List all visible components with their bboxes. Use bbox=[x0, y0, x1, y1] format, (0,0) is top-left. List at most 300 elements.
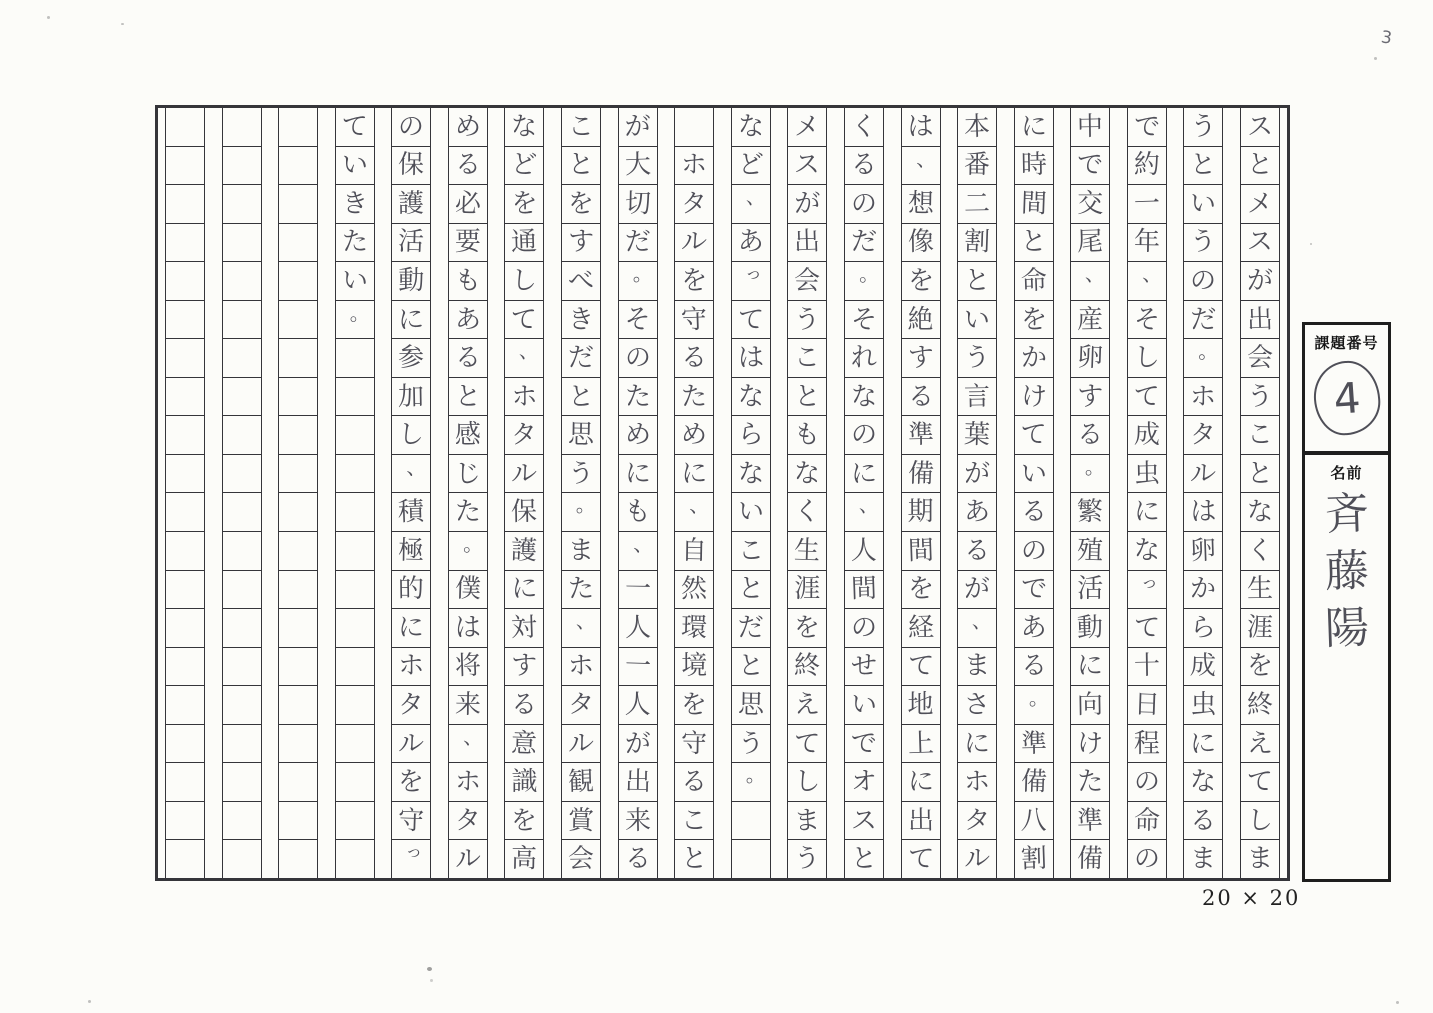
grid-cell bbox=[1241, 185, 1279, 224]
grid-cell bbox=[223, 493, 261, 532]
handwritten-character: は bbox=[1190, 497, 1217, 528]
grid-cell bbox=[279, 840, 317, 878]
grid-cell bbox=[336, 455, 374, 494]
grid-cell bbox=[1184, 224, 1222, 263]
handwritten-character: を bbox=[511, 188, 538, 219]
handwritten-character: 切 bbox=[624, 188, 651, 220]
grid-cell bbox=[505, 725, 543, 764]
grid-cell bbox=[505, 339, 543, 378]
grid-cell bbox=[958, 648, 996, 687]
grid-column bbox=[844, 108, 884, 878]
genkou-grid bbox=[155, 105, 1290, 881]
grid-cell bbox=[1071, 185, 1109, 224]
handwritten-character: 十 bbox=[1133, 651, 1161, 682]
grid-cell bbox=[845, 301, 883, 340]
handwritten-character: 成 bbox=[1133, 419, 1161, 451]
handwritten-character: 殖 bbox=[1076, 535, 1104, 567]
grid-cell bbox=[392, 108, 430, 147]
handwritten-character: じ bbox=[454, 458, 482, 490]
handwritten-character: 涯 bbox=[794, 574, 821, 605]
grid-cell bbox=[1071, 224, 1109, 263]
handwritten-character: 、 bbox=[519, 338, 540, 364]
handwritten-character: た bbox=[341, 227, 368, 258]
handwritten-character: で bbox=[850, 728, 877, 759]
handwritten-character: ス bbox=[850, 805, 878, 836]
grid-cell bbox=[958, 763, 996, 802]
grid-cell bbox=[732, 416, 770, 455]
grid-cell bbox=[1015, 493, 1053, 532]
grid-cell bbox=[732, 108, 770, 147]
grid-cell bbox=[1184, 108, 1222, 147]
handwritten-character: 、 bbox=[971, 608, 993, 634]
handwritten-character: 。 bbox=[1197, 338, 1219, 364]
grid-cell bbox=[1015, 648, 1053, 687]
handwritten-character: し bbox=[1133, 343, 1160, 374]
handwritten-character: ル bbox=[680, 226, 708, 258]
grid-cell bbox=[902, 725, 940, 764]
handwritten-character: 賞 bbox=[567, 805, 595, 836]
grid-cell bbox=[1071, 301, 1109, 340]
handwritten-character: 交 bbox=[1077, 188, 1104, 219]
handwritten-character: 上 bbox=[906, 728, 935, 759]
handwritten-character: と bbox=[850, 843, 878, 875]
handwritten-character: ど bbox=[510, 149, 538, 181]
grid-cell bbox=[1184, 802, 1222, 841]
handwritten-character: と bbox=[567, 381, 595, 413]
grid-cell bbox=[1015, 725, 1053, 764]
grid-cell bbox=[788, 378, 826, 417]
grid-cell bbox=[279, 763, 317, 802]
handwritten-character: っ bbox=[1140, 572, 1159, 593]
handwritten-character: ル bbox=[454, 843, 482, 875]
grid-cell bbox=[1128, 493, 1166, 532]
grid-cell bbox=[223, 725, 261, 764]
handwritten-character: う bbox=[567, 458, 595, 489]
handwritten-character: て bbox=[1020, 420, 1047, 451]
grid-cell bbox=[449, 648, 487, 687]
grid-cell bbox=[562, 725, 600, 764]
grid-cell bbox=[675, 185, 713, 224]
handwritten-character: ル bbox=[964, 844, 991, 875]
grid-cell bbox=[336, 262, 374, 301]
handwritten-character: 意 bbox=[510, 728, 538, 759]
handwritten-character: し bbox=[511, 265, 538, 297]
handwritten-character: ま bbox=[1246, 844, 1273, 875]
handwritten-character: め bbox=[680, 419, 708, 451]
handwritten-character: 対 bbox=[510, 612, 538, 644]
handwritten-character: あ bbox=[963, 496, 991, 528]
handwritten-character: 識 bbox=[511, 767, 538, 798]
handwritten-character: の bbox=[1189, 265, 1217, 297]
label-box bbox=[1302, 322, 1391, 882]
grid-cell bbox=[279, 108, 317, 147]
grid-cell bbox=[166, 840, 204, 878]
grid-cell bbox=[1128, 725, 1166, 764]
grid-cell bbox=[1015, 686, 1053, 725]
grid-cell bbox=[562, 532, 600, 571]
grid-cell bbox=[1241, 339, 1279, 378]
grid-cell bbox=[392, 802, 430, 841]
grid-cell bbox=[845, 763, 883, 802]
grid-cell bbox=[166, 147, 204, 186]
handwritten-character: た bbox=[680, 381, 708, 412]
handwritten-character: が bbox=[624, 728, 652, 759]
grid-cell bbox=[1128, 532, 1166, 571]
handwritten-character: 尾 bbox=[1076, 226, 1104, 258]
grid-cell bbox=[336, 571, 374, 610]
grid-cell bbox=[1128, 147, 1166, 186]
handwritten-character: を bbox=[907, 574, 934, 605]
handwritten-character: ス bbox=[1246, 226, 1274, 258]
handwritten-character: に bbox=[397, 304, 425, 335]
grid-cell bbox=[845, 224, 883, 263]
grid-cell bbox=[675, 648, 713, 687]
grid-cell bbox=[1071, 108, 1109, 147]
handwritten-character: の bbox=[850, 188, 878, 220]
handwritten-character: 、 bbox=[915, 146, 936, 171]
grid-cell bbox=[958, 493, 996, 532]
grid-cell bbox=[958, 301, 996, 340]
handwritten-character: え bbox=[1246, 728, 1274, 759]
grid-cell bbox=[1184, 532, 1222, 571]
handwritten-character: 守 bbox=[680, 728, 708, 759]
handwritten-character: タ bbox=[397, 689, 425, 721]
grid-cell bbox=[1184, 147, 1222, 186]
assignment-number-circled bbox=[1311, 359, 1382, 437]
handwritten-character: ホ bbox=[567, 651, 595, 682]
handwritten-character: る bbox=[680, 766, 708, 798]
grid-cell bbox=[279, 571, 317, 610]
handwritten-character: で bbox=[1076, 149, 1104, 181]
grid-cell bbox=[788, 493, 826, 532]
grid-cell bbox=[1184, 455, 1222, 494]
grid-cell bbox=[1128, 301, 1166, 340]
grid-column bbox=[278, 108, 318, 878]
handwritten-character: 間 bbox=[906, 535, 935, 567]
handwritten-character: 葉 bbox=[963, 419, 991, 451]
handwritten-character: こ bbox=[737, 535, 765, 567]
handwritten-character: 備 bbox=[1076, 843, 1104, 875]
grid-cell bbox=[1184, 185, 1222, 224]
grid-cell bbox=[336, 802, 374, 841]
handwritten-character: 護 bbox=[398, 188, 425, 220]
handwritten-character: を bbox=[906, 265, 935, 297]
grid-cell bbox=[732, 532, 770, 571]
grid-cell bbox=[562, 802, 600, 841]
grid-column bbox=[1183, 108, 1223, 878]
grid-cell bbox=[392, 763, 430, 802]
handwritten-character: 動 bbox=[1076, 612, 1104, 644]
grid-cell bbox=[619, 262, 657, 301]
grid-cell bbox=[1184, 339, 1222, 378]
scan-speck bbox=[1396, 1001, 1399, 1004]
handwritten-character: 観 bbox=[567, 766, 595, 798]
handwritten-character: 必 bbox=[454, 188, 482, 220]
handwritten-character: メ bbox=[794, 111, 821, 142]
grid-cell bbox=[845, 108, 883, 147]
handwritten-character: と bbox=[454, 381, 482, 413]
handwritten-character: 終 bbox=[794, 651, 821, 682]
grid-cell bbox=[392, 725, 430, 764]
grid-cell bbox=[336, 725, 374, 764]
grid-cell bbox=[562, 147, 600, 186]
grid-cell bbox=[336, 648, 374, 687]
grid-cell bbox=[619, 802, 657, 841]
grid-cell bbox=[732, 493, 770, 532]
handwritten-character: る bbox=[454, 150, 482, 181]
grid-cell bbox=[1184, 416, 1222, 455]
grid-cell bbox=[1241, 147, 1279, 186]
grid-cell bbox=[1241, 609, 1279, 648]
grid-cell bbox=[675, 725, 713, 764]
grid-cell bbox=[166, 609, 204, 648]
handwritten-character: 僕 bbox=[454, 573, 482, 605]
handwritten-character: に bbox=[624, 458, 652, 490]
grid-cell bbox=[1128, 840, 1166, 878]
grid-cell bbox=[1184, 840, 1222, 878]
handwritten-character: 産 bbox=[1076, 304, 1104, 335]
grid-cell bbox=[449, 108, 487, 147]
grid-column bbox=[1070, 108, 1110, 878]
grid-cell bbox=[1184, 609, 1222, 648]
handwritten-character: 来 bbox=[624, 805, 651, 836]
handwritten-character: 番 bbox=[963, 150, 991, 181]
handwritten-character: ホ bbox=[963, 766, 991, 798]
grid-cell bbox=[675, 532, 713, 571]
grid-column bbox=[674, 108, 714, 878]
scan-speck bbox=[47, 16, 50, 19]
handwritten-character: 来 bbox=[454, 689, 482, 721]
handwritten-character: を bbox=[793, 612, 821, 644]
handwritten-character: し bbox=[794, 767, 821, 798]
handwritten-character: 積 bbox=[397, 496, 425, 528]
grid-cell bbox=[449, 378, 487, 417]
grid-cell bbox=[619, 493, 657, 532]
grid-cell bbox=[166, 493, 204, 532]
grid-cell bbox=[223, 108, 261, 147]
handwritten-character: い bbox=[1190, 188, 1217, 220]
grid-cell bbox=[392, 532, 430, 571]
grid-cell bbox=[279, 493, 317, 532]
grid-cell bbox=[505, 416, 543, 455]
handwritten-character: 人 bbox=[624, 689, 651, 720]
handwritten-character: 卵 bbox=[1076, 342, 1104, 374]
grid-cell bbox=[675, 416, 713, 455]
handwritten-character: 終 bbox=[1246, 689, 1274, 721]
handwritten-character: い bbox=[341, 265, 369, 297]
handwritten-character: ま bbox=[793, 805, 821, 837]
handwritten-character: な bbox=[794, 458, 821, 489]
handwritten-character: 。 bbox=[1028, 686, 1049, 711]
scan-speck bbox=[1374, 57, 1377, 60]
grid-cell bbox=[1241, 416, 1279, 455]
grid-cell bbox=[279, 455, 317, 494]
handwritten-character: こ bbox=[567, 111, 595, 143]
handwritten-character: に bbox=[1020, 111, 1047, 142]
grid-cell bbox=[166, 763, 204, 802]
grid-cell bbox=[1128, 648, 1166, 687]
grid-cell bbox=[279, 532, 317, 571]
assignment-number-box bbox=[1305, 325, 1388, 455]
handwritten-character: 割 bbox=[963, 226, 991, 258]
handwritten-character: に bbox=[1189, 728, 1217, 759]
grid-cell bbox=[562, 378, 600, 417]
grid-cell bbox=[619, 301, 657, 340]
grid-cell bbox=[166, 185, 204, 224]
grid-cell bbox=[845, 339, 883, 378]
handwritten-character: メ bbox=[1246, 188, 1274, 220]
grid-cell bbox=[166, 416, 204, 455]
handwritten-character: 、 bbox=[406, 454, 427, 479]
handwritten-character: け bbox=[1076, 728, 1104, 759]
handwritten-character: ホ bbox=[398, 651, 425, 682]
grid-cell bbox=[675, 224, 713, 263]
handwritten-character: を bbox=[1246, 651, 1273, 682]
grid-cell bbox=[1241, 262, 1279, 301]
handwritten-character: 動 bbox=[398, 265, 425, 296]
handwritten-character: す bbox=[906, 342, 935, 374]
grid-cell bbox=[845, 493, 883, 532]
handwritten-character: せ bbox=[850, 651, 878, 682]
handwritten-character: う bbox=[1190, 227, 1217, 258]
handwritten-character: ル bbox=[398, 728, 425, 759]
grid-cell bbox=[1071, 725, 1109, 764]
handwritten-character: 年 bbox=[1133, 227, 1161, 258]
grid-cell bbox=[392, 493, 430, 532]
grid-cell bbox=[1241, 532, 1279, 571]
grid-cell bbox=[1241, 802, 1279, 841]
grid-cell bbox=[619, 648, 657, 687]
handwritten-character: で bbox=[1020, 573, 1048, 605]
grid-cell bbox=[562, 339, 600, 378]
grid-cell bbox=[279, 147, 317, 186]
handwritten-character: 割 bbox=[1020, 843, 1048, 875]
grid-cell bbox=[279, 262, 317, 301]
grid-cell bbox=[732, 802, 770, 841]
grid-cell bbox=[1071, 763, 1109, 802]
grid-cell bbox=[336, 301, 374, 340]
handwritten-character: ル bbox=[1189, 458, 1217, 490]
grid-cell bbox=[732, 339, 770, 378]
grid-cell bbox=[223, 339, 261, 378]
handwritten-character: 。 bbox=[349, 300, 370, 325]
handwritten-character: の bbox=[850, 419, 878, 451]
grid-cell bbox=[1128, 108, 1166, 147]
grid-cell bbox=[449, 725, 487, 764]
handwritten-character: ス bbox=[1246, 111, 1274, 143]
handwritten-character: る bbox=[624, 843, 652, 875]
handwritten-character: 保 bbox=[511, 497, 538, 528]
grid-column bbox=[561, 108, 601, 878]
handwritten-character: あ bbox=[737, 227, 764, 258]
grid-cell bbox=[958, 416, 996, 455]
grid-cell bbox=[505, 301, 543, 340]
grid-cell bbox=[1128, 185, 1166, 224]
grid-cell bbox=[845, 378, 883, 417]
handwritten-character: は bbox=[454, 612, 481, 643]
handwritten-character: こ bbox=[1246, 419, 1274, 451]
grid-cell bbox=[449, 763, 487, 802]
grid-cell bbox=[1241, 840, 1279, 878]
handwritten-character: 想 bbox=[907, 188, 934, 220]
grid-cell bbox=[902, 532, 940, 571]
grid-cell bbox=[279, 609, 317, 648]
grid-cell bbox=[1015, 185, 1053, 224]
handwritten-character: オ bbox=[850, 766, 878, 798]
handwritten-character: 繁 bbox=[1076, 497, 1104, 528]
grid-cell bbox=[562, 301, 600, 340]
grid-cell bbox=[902, 339, 940, 378]
grid-cell bbox=[505, 108, 543, 147]
grid-cell bbox=[1241, 301, 1279, 340]
handwritten-character: な bbox=[850, 381, 878, 413]
handwritten-character: る bbox=[454, 342, 482, 374]
handwritten-character: の bbox=[1133, 766, 1161, 798]
grid-cell bbox=[1241, 763, 1279, 802]
handwritten-character: う bbox=[794, 843, 821, 875]
grid-cell bbox=[1184, 648, 1222, 687]
handwritten-character: も bbox=[624, 497, 651, 528]
grid-cell bbox=[505, 185, 543, 224]
assignment-number-label: 課題番号 bbox=[1314, 334, 1379, 352]
grid-cell bbox=[732, 455, 770, 494]
grid-cell bbox=[732, 686, 770, 725]
handwritten-character: 一 bbox=[1133, 188, 1161, 220]
handwritten-character: る bbox=[511, 689, 538, 721]
grid-cell bbox=[336, 609, 374, 648]
grid-cell bbox=[958, 378, 996, 417]
grid-cell bbox=[223, 648, 261, 687]
grid-cell bbox=[958, 262, 996, 301]
grid-cell bbox=[788, 725, 826, 764]
grid-cell bbox=[1071, 378, 1109, 417]
grid-cell bbox=[392, 147, 430, 186]
name-label: 名前 bbox=[1330, 464, 1363, 482]
handwritten-character: 命 bbox=[1133, 805, 1161, 836]
grid-cell bbox=[562, 609, 600, 648]
handwritten-character: の bbox=[1020, 535, 1047, 567]
handwritten-character: て bbox=[1246, 766, 1274, 798]
handwritten-character: け bbox=[1020, 381, 1048, 413]
grid-cell bbox=[562, 493, 600, 532]
handwritten-character: 護 bbox=[510, 535, 538, 567]
grid-cell bbox=[902, 108, 940, 147]
handwritten-character: か bbox=[1020, 342, 1047, 374]
grid-cell bbox=[449, 416, 487, 455]
handwritten-character: 言 bbox=[963, 381, 991, 412]
handwritten-character: と bbox=[568, 150, 595, 181]
grid-cell bbox=[1015, 147, 1053, 186]
handwritten-character: す bbox=[1077, 381, 1104, 412]
grid-cell bbox=[1071, 571, 1109, 610]
grid-column bbox=[957, 108, 997, 878]
handwritten-character: る bbox=[1190, 805, 1217, 836]
grid-cell bbox=[675, 147, 713, 186]
grid-cell bbox=[392, 648, 430, 687]
grid-cell bbox=[336, 378, 374, 417]
handwritten-character: に bbox=[1076, 651, 1104, 682]
grid-cell bbox=[223, 802, 261, 841]
grid-cell bbox=[902, 763, 940, 802]
grid-cell bbox=[1015, 108, 1053, 147]
grid-cell bbox=[1184, 763, 1222, 802]
grid-cell bbox=[1071, 648, 1109, 687]
handwritten-character: 出 bbox=[793, 226, 821, 258]
grid-cell bbox=[392, 224, 430, 263]
handwritten-character: で bbox=[1133, 111, 1161, 143]
grid-cell bbox=[505, 686, 543, 725]
grid-cell bbox=[958, 609, 996, 648]
